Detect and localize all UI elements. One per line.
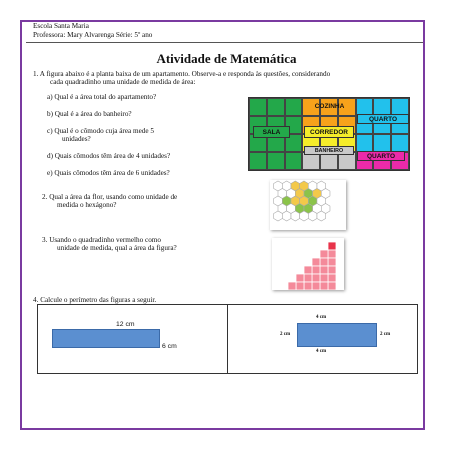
q1-d: d) Quais cômodos têm área de 4 unidades?	[47, 152, 171, 160]
q1-c: c) Qual é o cômodo cuja área mede 5	[47, 127, 154, 135]
staircase-figure	[272, 238, 344, 290]
hexagon-cell	[317, 211, 326, 221]
q1-b: b) Qual é a área do banheiro?	[47, 110, 132, 118]
red-square	[312, 274, 320, 282]
q1-intro-cont: cada quadradinho uma unidade de medida de área:	[50, 78, 196, 86]
fig-a-height-label: 6 cm	[162, 343, 177, 350]
plan-cell	[267, 152, 285, 170]
q4-divider	[227, 305, 228, 373]
room-label-corredor: CORREDOR	[304, 126, 354, 138]
fig-b-left-label: 2 cm	[280, 332, 291, 337]
red-square	[328, 250, 336, 258]
fig-b-bottom-label: 4 cm	[316, 349, 327, 354]
room-label-cozinha: COZINHA	[314, 102, 345, 110]
header-divider	[26, 42, 423, 43]
q2-text: 2. Qual a área da flor, usando como unidade de	[42, 193, 178, 201]
q1-e: e) Quais cômodos têm área de 6 unidades?	[47, 169, 170, 177]
red-square	[328, 242, 336, 250]
red-square	[304, 282, 312, 290]
red-square	[328, 266, 336, 274]
q4-text: 4. Calcule o perímetro das figuras a seguir.	[33, 296, 157, 304]
q3-text: 3. Usando o quadradinho vermelho como	[42, 236, 161, 244]
room-label-banheiro: BANHEIRO	[304, 146, 354, 155]
red-square	[320, 266, 328, 274]
red-square	[312, 258, 320, 266]
hexagon-cell	[291, 211, 300, 221]
red-square	[328, 258, 336, 266]
q2-text-cont: medida o hexágono?	[57, 201, 117, 209]
hexagon-cell	[274, 211, 283, 221]
red-square	[296, 282, 304, 290]
floor-plan	[248, 97, 410, 171]
page-title: Atividade de Matemática	[156, 51, 297, 66]
red-square	[296, 274, 304, 282]
hexagon-cell	[300, 211, 309, 221]
plan-cell	[391, 134, 409, 152]
hexagon-cell	[282, 211, 291, 221]
red-square	[288, 282, 296, 290]
plan-cell	[285, 152, 303, 170]
q4-table	[37, 304, 418, 374]
red-square	[312, 282, 320, 290]
hexagon-cell	[308, 211, 317, 221]
q1-c-cont: unidades?	[62, 135, 91, 143]
red-square	[328, 274, 336, 282]
fig-b-rectangle	[297, 323, 377, 347]
red-square	[320, 274, 328, 282]
q3-text-cont: unidade de medida, qual a área da figura?	[57, 244, 177, 252]
plan-cell	[373, 134, 391, 152]
red-square	[312, 266, 320, 274]
room-label-quarto-1: QUARTO	[357, 114, 409, 124]
fig-b-right-label: 2 cm	[380, 332, 391, 337]
school-name: Escola Santa Maria	[33, 22, 89, 30]
fig-a-rectangle	[52, 329, 160, 348]
red-square	[320, 282, 328, 290]
flower-figure	[270, 180, 346, 230]
fig-b-top-label: 4 cm	[316, 315, 327, 320]
room-label-sala: SALA	[253, 126, 290, 138]
red-square	[304, 274, 312, 282]
plan-cell	[249, 152, 267, 170]
red-square	[320, 250, 328, 258]
hexagon-flower	[270, 180, 346, 230]
plan-cell	[356, 134, 374, 152]
plan-cell	[285, 98, 303, 116]
q1-intro: 1. A figura abaixo é a planta baixa de um apartamento. Observe-a e responda às questões, considerando	[33, 70, 331, 78]
room-label-quarto-2: QUARTO	[357, 151, 405, 161]
plan-cell	[249, 98, 267, 116]
red-square	[320, 258, 328, 266]
plan-cell	[267, 98, 285, 116]
red-square	[328, 282, 336, 290]
red-squares-staircase	[272, 238, 344, 290]
q1-a: a) Qual é a área total do apartamento?	[47, 93, 157, 101]
red-square	[304, 266, 312, 274]
fig-a-width-label: 12 cm	[116, 321, 135, 328]
teacher-line: Professora: Mary Alvarenga Série: 5º ano	[33, 31, 153, 39]
